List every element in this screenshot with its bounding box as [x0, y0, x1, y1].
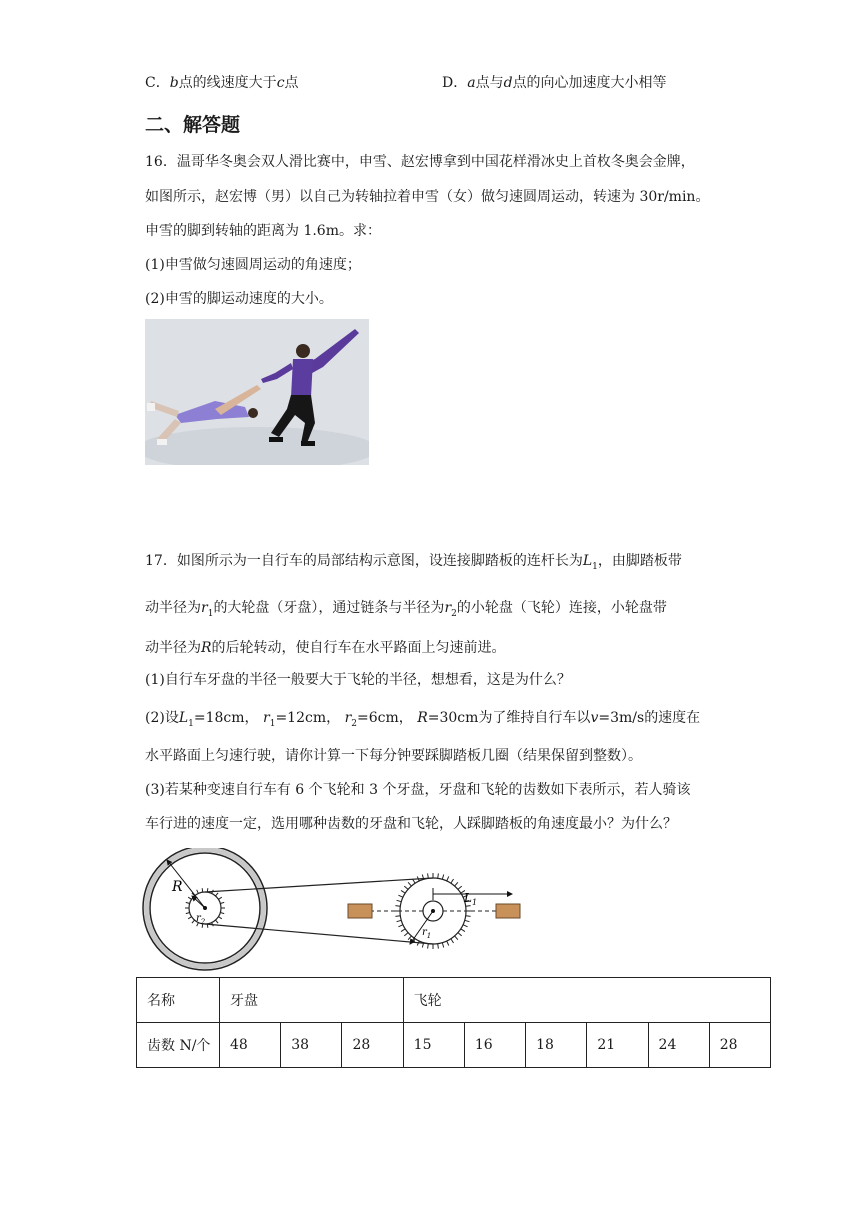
gear-tooth — [395, 916, 400, 917]
q16-sub2: (2)申雪的脚运动速度的大小。 — [145, 291, 333, 307]
q17-sub2-subscript-r2: 2 — [351, 718, 357, 729]
q17-sub2: (2)设$L_1=18cm$， $r_1=12cm$， $r_2=6cm$， R=30cm为了维持自行车以v=3m/s的速度在 — [145, 710, 701, 729]
flywheel-cell: 18 — [526, 1023, 587, 1068]
gear-tooth — [428, 944, 429, 949]
gear-tooth — [186, 913, 190, 914]
gear-tooth — [192, 920, 195, 923]
q17-line2-text-a: 动半径为 — [145, 600, 201, 616]
chain-top — [205, 878, 433, 892]
gear-tooth — [398, 895, 403, 897]
gear-tooth — [220, 913, 224, 914]
q16-line3: 申雪的脚到转轴的距离为 1.6m。求： — [145, 223, 381, 239]
q17-line3-text-b: 的后轮转动，使自行车在水平路面上匀速前进。 — [211, 640, 506, 656]
q17-sub3-line1: (3)若某种变速自行车有 6 个飞轮和 3 个牙盘，牙盘和飞轮的齿数如下表所示，若人骑该 — [145, 782, 691, 798]
option-c-prefix: C． — [145, 75, 170, 91]
q17-sub2-symbol-L: L — [178, 710, 189, 726]
gear-tooth — [401, 890, 405, 893]
gear-tooth — [401, 929, 405, 932]
radius-r2-arrow — [192, 896, 205, 908]
q17-line1-text-b: ，由脚踏板带 — [597, 553, 682, 569]
gear-tooth — [428, 873, 429, 878]
gear-tooth — [442, 943, 443, 948]
q16-sub1: (1)申雪做匀速圆周运动的角速度； — [145, 257, 361, 273]
option-d — [442, 72, 667, 92]
flywheel-cell: 15 — [403, 1023, 464, 1068]
q16-line2: 如图所示，赵宏博（男）以自己为转轴拉着申雪（女）做匀速圆周运动，转速为 30r/min。 — [145, 189, 710, 205]
gear-tooth — [442, 875, 443, 880]
q17-sub2-line2: 水平路面上匀速行驶，请你计算一下每分钟要踩脚踏板几圈（结果保留到整数）。 — [145, 748, 642, 764]
q17-sub2-R-value: =30cm — [427, 710, 479, 726]
option-c-var-c: c — [276, 75, 285, 91]
q17-symbol-L: L — [582, 553, 593, 569]
flywheel-cell: 16 — [464, 1023, 525, 1068]
flywheel-cell: 24 — [648, 1023, 709, 1068]
q17-sub2-v-value: =3m/s — [598, 710, 645, 726]
q17-line3-text-a: 动半径为 — [145, 640, 201, 656]
q17-sub2-text-c: 的速度在 — [644, 710, 701, 726]
table-row — [137, 1023, 771, 1068]
gear-tooth — [447, 941, 449, 946]
row-label: 齿数 N/个 — [137, 1023, 220, 1068]
q17-sub2-r2-value: =6cm — [357, 710, 399, 726]
pedal-left — [348, 904, 372, 918]
gear-tooth — [220, 902, 224, 903]
option-d-prefix: D． — [442, 75, 468, 91]
q17-subscript-1: 1 — [592, 561, 598, 572]
q17-line2-text-c: 的小轮盘（飞轮）连接，小轮盘带 — [456, 600, 667, 616]
q16-line1: 16．温哥华冬奥会双人滑比赛中，申雪、赵宏博拿到中国花样滑冰史上首枚冬奥会金牌， — [145, 154, 695, 170]
q17-sub2-symbol-r2: r — [344, 710, 352, 726]
gear-tooth — [458, 886, 462, 889]
q17-sub1: (1)自行车牙盘的半径一般要大于飞轮的半径，想想看，这是为什么？ — [145, 672, 571, 688]
gear-tooth — [447, 876, 449, 881]
option-c-mid: 点的线速度大于 — [178, 75, 277, 91]
flywheel-cell: 28 — [709, 1023, 770, 1068]
gear-tooth — [404, 933, 408, 936]
gear-tooth — [186, 902, 190, 903]
option-c-suffix: 点 — [284, 75, 299, 91]
gear-tooth — [455, 936, 458, 940]
q17-line2-text-b: 的大轮盘（牙盘），通过链条与半径为 — [213, 600, 445, 616]
gear-tooth — [451, 879, 454, 883]
q17-symbol-R: R — [201, 640, 212, 656]
gear-tooth — [395, 906, 400, 907]
gear-tooth — [455, 882, 458, 886]
label-r1: $r_1$ — [422, 927, 432, 940]
header-chainring: 牙盘 — [220, 978, 404, 1023]
option-d-suffix: 点的向心加速度大小相等 — [512, 75, 667, 91]
label-r2: $r_2$ — [196, 913, 206, 926]
q17-sub2-r1-value: =12cm — [275, 710, 327, 726]
gear-tooth — [397, 920, 402, 921]
gear-tooth — [451, 939, 454, 943]
option-d-var-d: d — [503, 75, 513, 91]
gear-tooth — [404, 886, 408, 889]
table-header-row — [137, 978, 771, 1023]
teeth-table — [136, 977, 771, 1068]
option-d-var-a: a — [467, 75, 476, 91]
label-L1: $L_1$ — [464, 891, 478, 907]
q17-sub2-subscript-r1: 1 — [269, 718, 276, 729]
gear-tooth — [202, 888, 203, 892]
q17-line2 — [145, 598, 667, 624]
header-flywheel: 飞轮 — [403, 978, 770, 1023]
q17-subscript-r1: 1 — [207, 608, 214, 619]
chainring-cell: 28 — [342, 1023, 403, 1068]
option-c-var-b: b — [169, 75, 179, 91]
q17-sub2-symbol-v: v — [590, 710, 599, 726]
gear-tooth — [466, 906, 471, 907]
bicycle-diagram — [140, 848, 540, 977]
gear-tooth — [188, 917, 191, 919]
gear-tooth — [466, 916, 471, 917]
gear-tooth — [458, 933, 462, 936]
q17-line1 — [145, 551, 682, 577]
gear-tooth — [188, 897, 191, 899]
figure-skating-photo — [145, 319, 369, 465]
gear-tooth — [438, 873, 439, 878]
option-d-mid: 点与 — [475, 75, 504, 91]
q17-line1-text-a: 17．如图所示为一自行车的局部结构示意图，设连接脚踏板的连杆长为 — [145, 553, 583, 569]
section-title: 二、解答题 — [145, 114, 241, 136]
chainring-cell: 38 — [281, 1023, 342, 1068]
q17-line3 — [145, 638, 506, 658]
gear-tooth — [197, 890, 199, 894]
gear-tooth — [461, 929, 465, 932]
q17-sub2-symbol-R: R — [417, 710, 428, 726]
label-R: R — [172, 879, 183, 895]
q17-sub2-text-a: (2)设 — [145, 710, 179, 726]
header-name: 名称 — [137, 978, 220, 1023]
gear-tooth — [465, 920, 470, 921]
chainring-cell: 48 — [220, 1023, 281, 1068]
gear-tooth — [218, 917, 221, 919]
gear-tooth — [397, 900, 402, 901]
q17-symbol-r2: r — [444, 600, 452, 616]
q17-sub2-subscript-L1: 1 — [188, 718, 194, 729]
gear-tooth — [408, 882, 411, 886]
q17-sub2-L1-value: =18cm — [193, 710, 245, 726]
q17-subscript-r2: 2 — [451, 608, 457, 619]
gear-tooth — [215, 893, 218, 896]
gear-tooth — [215, 920, 218, 923]
gear-tooth — [463, 925, 468, 927]
gear-tooth — [438, 944, 439, 949]
q17-sub3-line2: 车行进的速度一定，选用哪种齿数的牙盘和飞轮，人踩脚踏板的角速度最小？为什么？ — [145, 816, 677, 832]
q17-symbol-r1: r — [201, 600, 208, 616]
gear-tooth — [408, 936, 411, 940]
q17-sub2-text-b: 为了维持自行车以 — [478, 710, 591, 726]
pedal-right — [496, 904, 520, 918]
gear-tooth — [398, 925, 403, 927]
gear-tooth — [218, 897, 221, 899]
option-c — [145, 72, 299, 92]
q17-sub2-symbol-r1: r — [263, 710, 270, 726]
flywheel-cell: 21 — [587, 1023, 648, 1068]
